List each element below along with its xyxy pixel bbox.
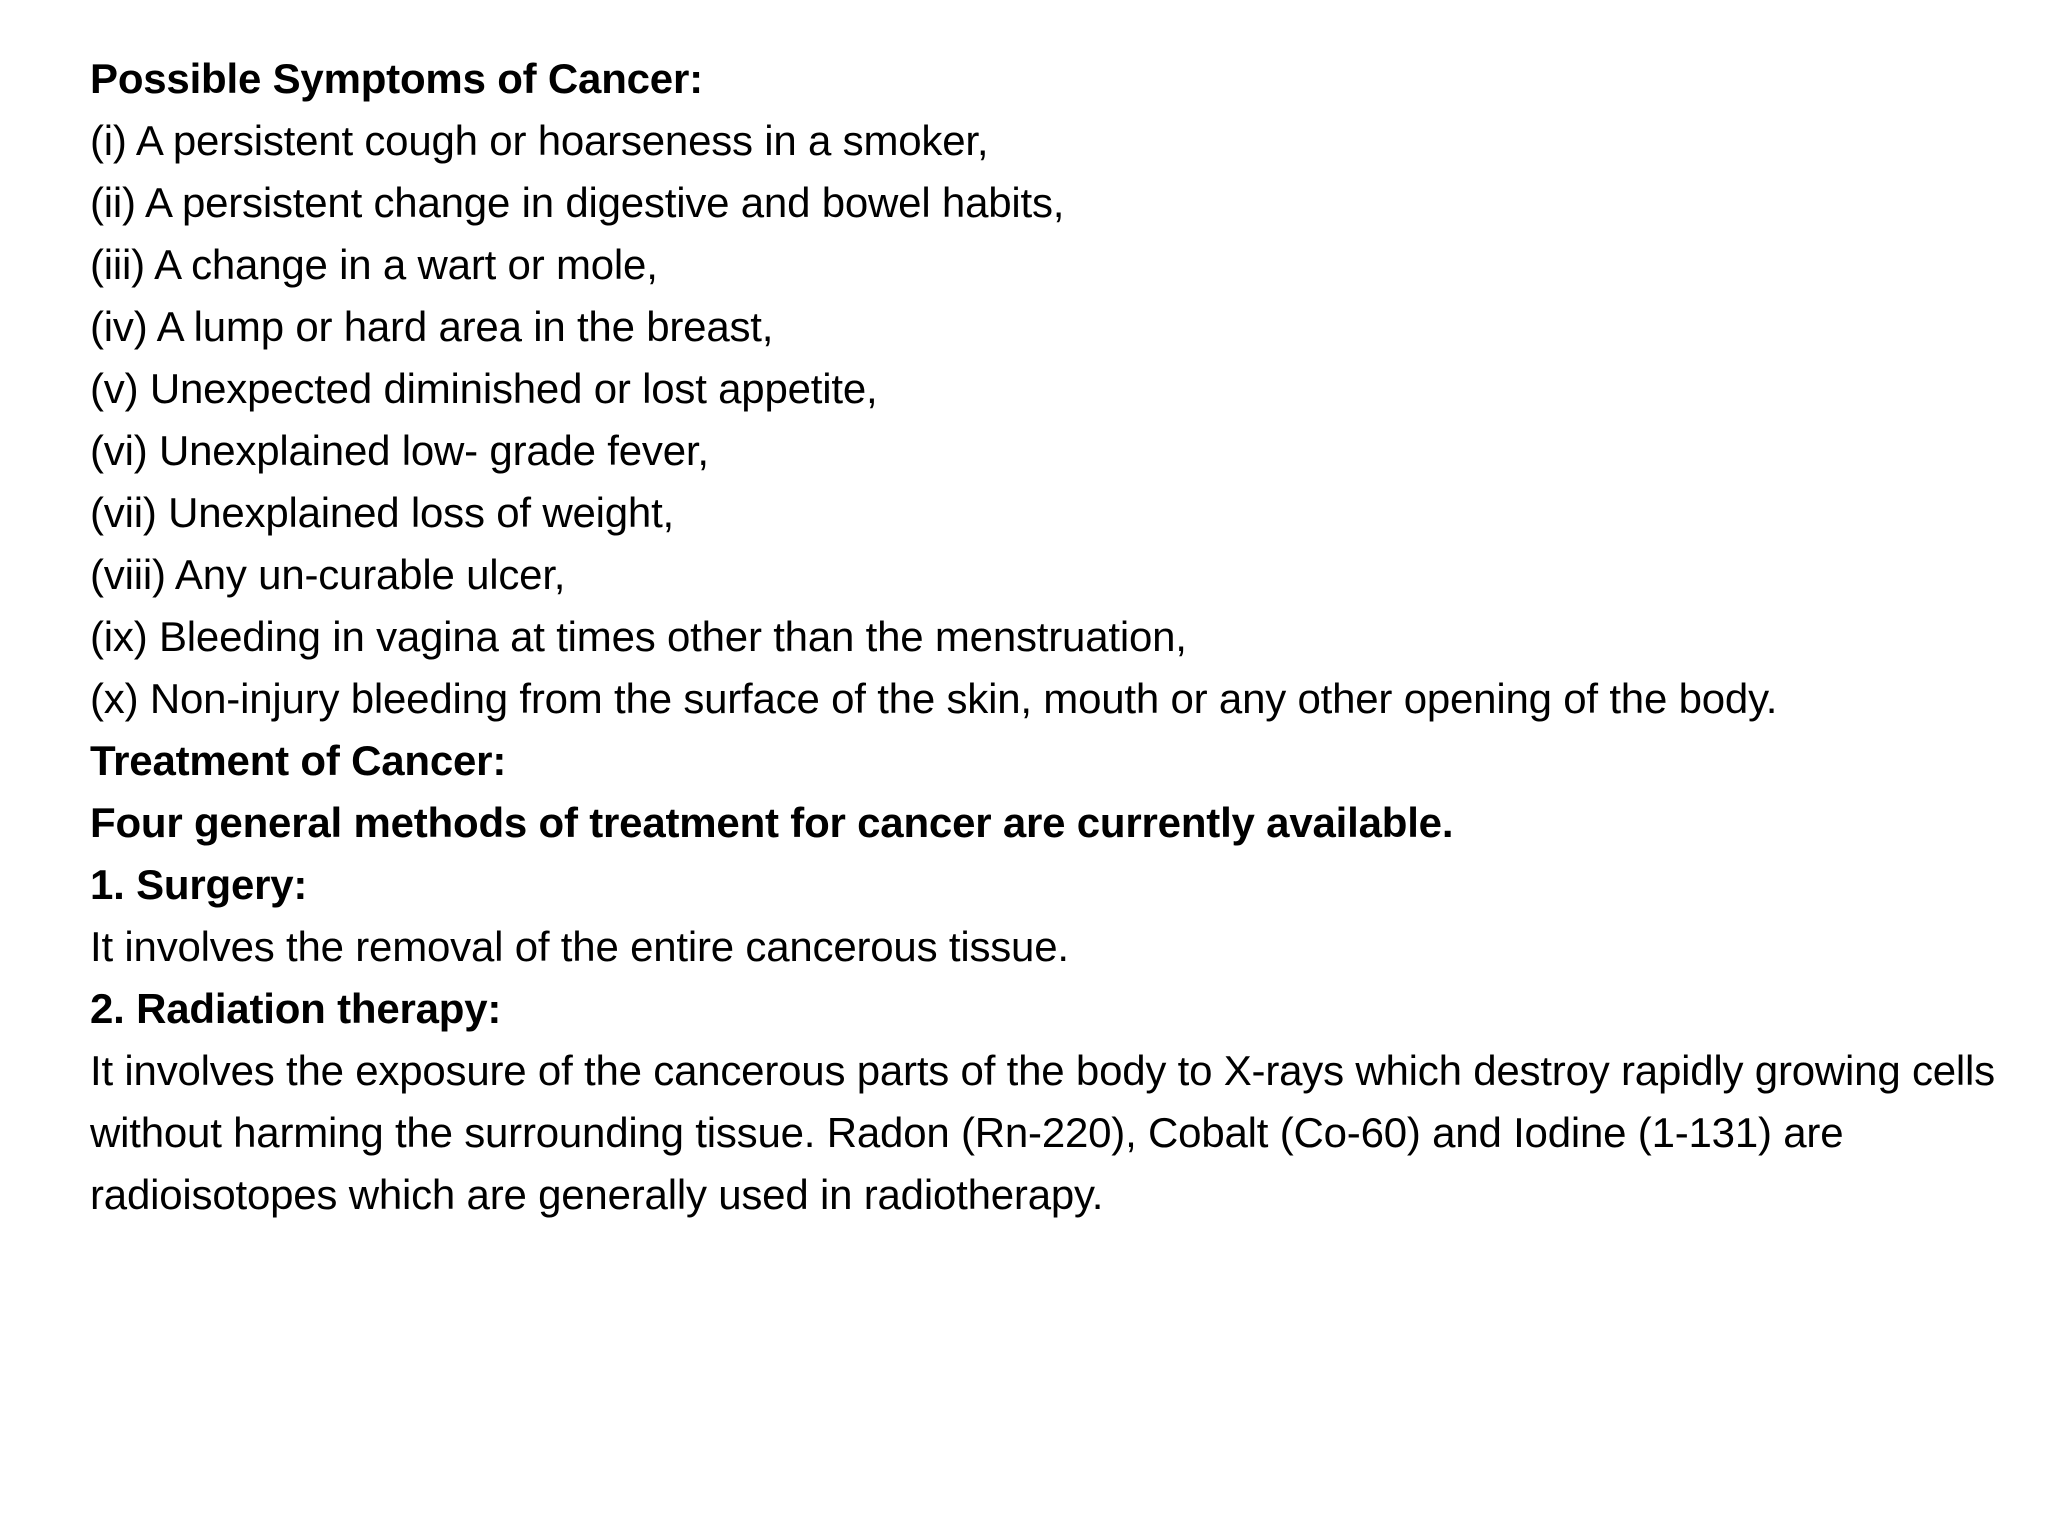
method-description-surgery: It involves the removal of the entire cancerous tissue.	[90, 923, 1069, 970]
treatment-intro: Four general methods of treatment for cancer are currently available.	[90, 799, 1454, 846]
symptom-item: (i) A persistent cough or hoarseness in a smoker,	[90, 117, 989, 164]
method-title-radiation: 2. Radiation therapy:	[90, 985, 502, 1032]
symptom-item: (iv) A lump or hard area in the breast,	[90, 303, 774, 350]
symptom-item: (ix) Bleeding in vagina at times other than the menstruation,	[90, 613, 1187, 660]
symptom-item: (x) Non-injury bleeding from the surface of the skin, mouth or any other opening of the body.	[90, 675, 1778, 722]
symptoms-heading: Possible Symptoms of Cancer:	[90, 55, 703, 102]
symptom-item: (ii) A persistent change in digestive and bowel habits,	[90, 179, 1065, 226]
slide-content	[90, 48, 2020, 1226]
symptom-item: (v) Unexpected diminished or lost appetite,	[90, 365, 878, 412]
method-description-radiation: It involves the exposure of the cancerous parts of the body to X-rays which destroy rapidly growing cells without harming the surrounding tissue. Radon (Rn-220), Cobalt (Co-60) and Iodine (1-131) are radioisotopes which are generally used in radiotherapy.	[90, 1047, 1995, 1218]
symptom-item: (viii) Any un-curable ulcer,	[90, 551, 566, 598]
treatment-heading: Treatment of Cancer:	[90, 737, 507, 784]
symptom-item: (vii) Unexplained loss of weight,	[90, 489, 675, 536]
symptom-item: (iii) A change in a wart or mole,	[90, 241, 658, 288]
method-title-surgery: 1. Surgery:	[90, 861, 308, 908]
symptom-item: (vi) Unexplained low- grade fever,	[90, 427, 709, 474]
